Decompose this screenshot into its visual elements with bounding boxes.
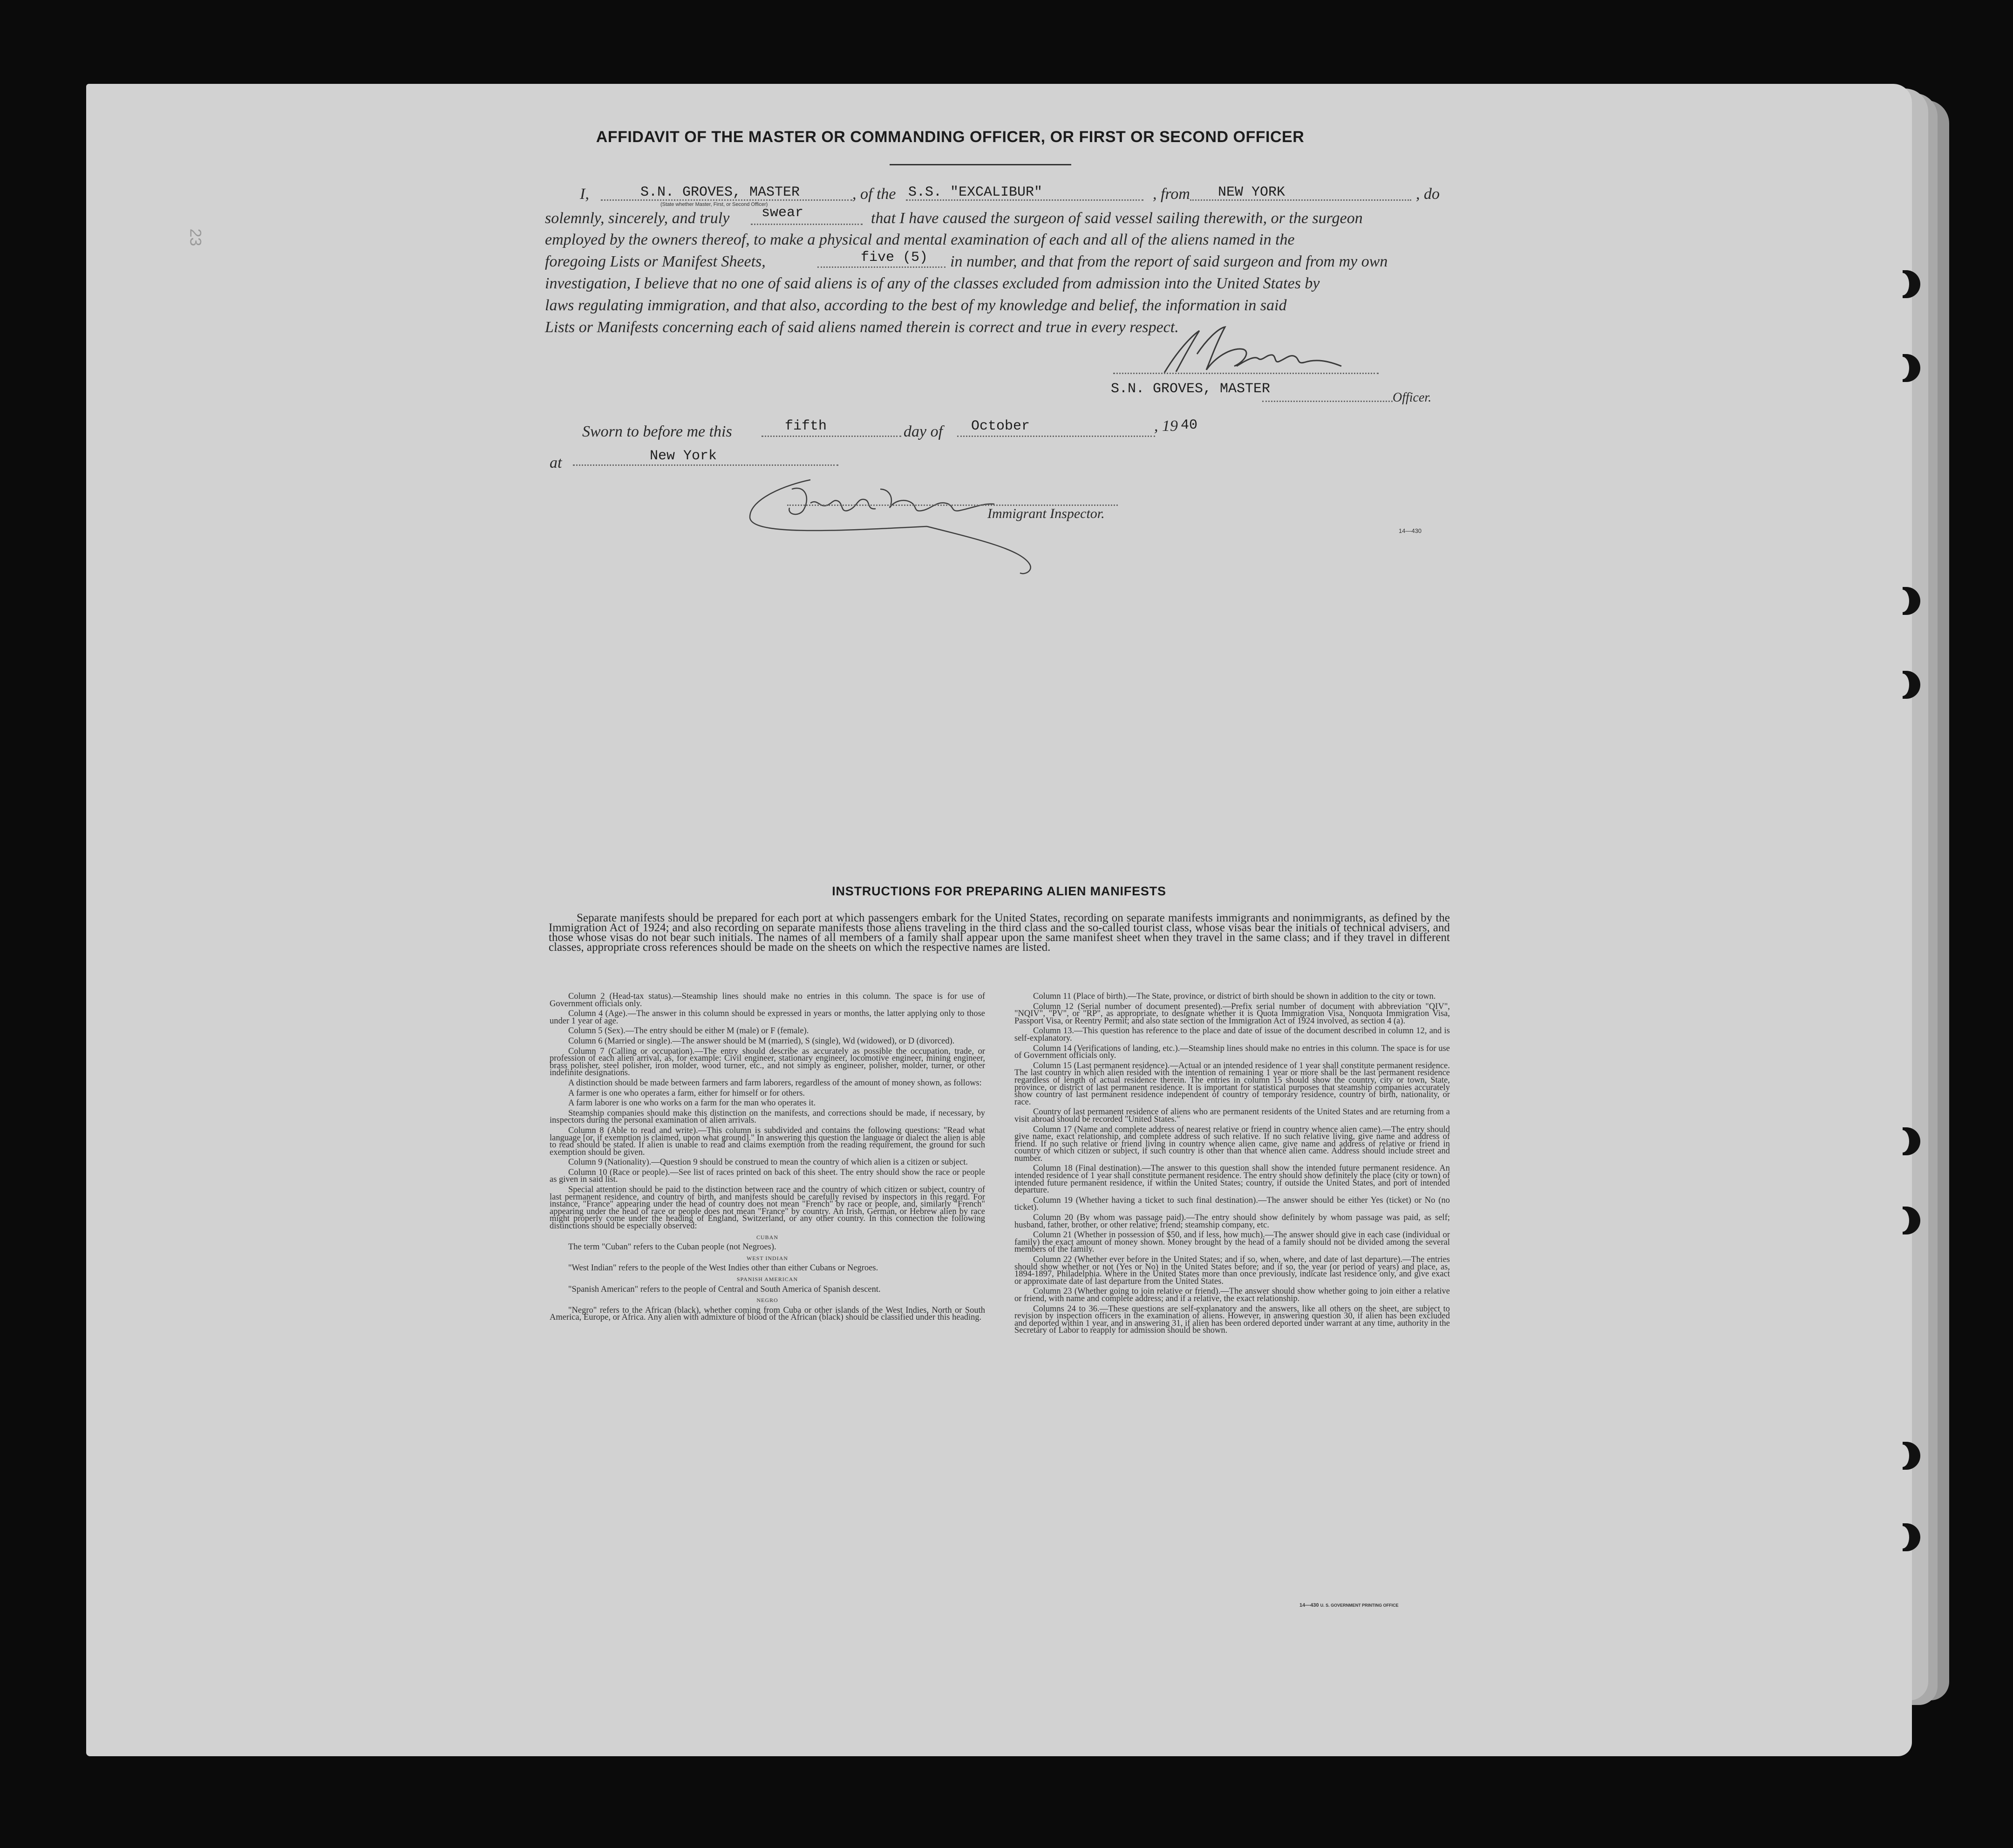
subsection-heading: SPANISH AMERICAN [736, 1276, 798, 1282]
state-note: (State whether Master, First, or Second Officer) [660, 202, 768, 207]
affidavit-title: AFFIDAVIT OF THE MASTER OR COMMANDING OFFICER, OR FIRST OR SECOND OFFICER [596, 128, 1305, 146]
subsection-text: "Negro" refers to the African (black), whether coming from Cuba or other islands of the West Indies, North or South America, Europe, or Africa. Any alien with admixture of blood of the African (black) should be classified under this heading. [550, 1305, 985, 1323]
officer-typed-name: S.N. GROVES, MASTER [1111, 381, 1271, 397]
instruction-paragraph: Column 10 (Race or people).—See list of races printed on back of this sheet. The entry should show the race or people as given in said list. [550, 1167, 985, 1185]
sworn-day-line [762, 436, 901, 437]
instruction-paragraph: Column 22 (Whether ever before in the United States; and if so, when, where, and date of last departure).—The entries should show whether or not (Yes or No) in the United States before; and if so, the year (or period of years) and place, as, 1894-1897, Philadelphia. Where in the United States more than once previously, indicate last residence only, and give exact or approximate date of last departure from the United States. [1014, 1255, 1450, 1286]
sworn-month-line [957, 436, 1155, 437]
instructions-right-column [1014, 993, 1450, 1337]
sheet-count: five (5) [861, 250, 928, 266]
subsection-heading: NEGRO [756, 1297, 778, 1304]
subsection-text: "Spanish American" refers to the people of Central and South America of Spanish descent. [568, 1284, 881, 1294]
affidavit-line-3: employed by the owners thereof, to make a physical and mental examination of each and all of the aliens named in the [545, 231, 1295, 248]
instruction-paragraph: Column 14 (Verifications of landing, etc.).—Steamship lines should make no entries in this column. The space is for use of Government officials only. [1014, 1043, 1450, 1061]
sworn-month: October [971, 418, 1030, 434]
master-name-line [601, 199, 852, 201]
sworn-label: Sworn to before me this [582, 423, 732, 440]
officer-signature [1136, 321, 1351, 377]
departure-port: NEW YORK [1218, 184, 1285, 200]
instruction-paragraph: Columns 24 to 36.—These questions are self-explanatory and the answers, like all others on the sheet, are subject to revision by inspection officers in the examination of aliens. However, in answering question 30, if alien has been excluded and deported within 1 year, and in answering 31, if alien has been ordered deported under warrant at any time, authority in the Secretary of Labor to reapply for admission should be shown. [1014, 1304, 1450, 1336]
sworn-day: fifth [785, 418, 827, 434]
day-of-label: day of [904, 423, 943, 440]
instruction-paragraph: Column 6 (Married or single).—The answer should be M (married), S (single), Wd (widowed), or D (divorced). [568, 1036, 955, 1046]
master-name: S.N. GROVES, MASTER [640, 184, 800, 200]
instruction-paragraph: Column 15 (Last permanent residence).—Actual or an intended residence of 1 year shall constitute permanent residence. The last country in which alien resided with the intention of remaining 1 year or more shall be the last permanent residence regardless of length of actual residence therein. The entries in column 15 should show the country, city or town, State, province, or district of last permanent residence. It is important for statistical purposes that steamship companies accurately show country of last permanent residence independent of country of temporary residence, country of birth, nationality, or race. [1014, 1061, 1450, 1107]
instruction-paragraph: Column 8 (Able to read and write).—This column is subdivided and contains the following questions: "Read what language [or, if exemption is claimed, upon what ground]." In answering this question the language or dialect the alien is able to read should be stated. If alien is unable to read and claims exemption from the reading requirement, the ground for such exemption should be given. [550, 1125, 985, 1157]
sworn-place-line [573, 464, 838, 466]
margin-page-number: 23 [186, 228, 204, 246]
instruction-paragraph: Column 2 (Head-tax status).—Steamship lines should make no entries in this column. The space is for use of Government officials only. [550, 992, 985, 1009]
vessel-name: S.S. "EXCALIBUR" [908, 184, 1043, 200]
instruction-paragraph: A farm laborer is one who works on a farm for the man who operates it. [568, 1098, 816, 1108]
subsection-heading: WEST INDIAN [746, 1255, 789, 1262]
oath-line [751, 224, 863, 225]
title-underline [890, 164, 1071, 165]
footer-form-code: 14—430 U. S. GOVERNMENT PRINTING OFFICE [1299, 1603, 1399, 1608]
instruction-paragraph: Column 13.—This question has reference to the place and date of issue of the document described in column 12, and is self-explanatory. [1014, 1026, 1450, 1043]
instruction-paragraph: Column 9 (Nationality).—Question 9 should be construed to mean the country of which alien is a citizen or subject. [568, 1158, 968, 1167]
instruction-paragraph: Column 18 (Final destination).—The answer to this question shall show the intended future permanent residence. An intended residence of 1 year shall constitute permanent residence. The entry should show definitely the place (city or town) of intended future permanent residence, if within the United States; country, if outside the United States, and port of intended departure. [1014, 1164, 1450, 1195]
instructions-title: INSTRUCTIONS FOR PREPARING ALIEN MANIFESTS [832, 884, 1166, 898]
form-code: 14—430 [1399, 527, 1422, 534]
instruction-paragraph: A farmer is one who operates a farm, either for himself or for others. [568, 1088, 805, 1098]
instruction-paragraph: A distinction should be made between farmers and farm laborers, regardless of the amount of money shown, as follows: [568, 1078, 982, 1088]
word-of-the: , of the [852, 185, 896, 203]
instruction-paragraph: Special attention should be paid to the distinction between race and the country of which citizen or subject, country of last permanent residence, and country of birth, and manifests should be carefully revised by inspectors in this regard. For instance, "France" appearing under the head of country does not mean "French" by race or people, and, similarly "French" appearing under the head of race or people does not mean "France" by country. An Irish, German, or Hebrew alien by race might properly come under the heading of England, Switzerland, or any other country. In this connection the following distinctions should be especially observed: [550, 1185, 985, 1231]
officer-line [1262, 401, 1393, 402]
instruction-paragraph: Column 19 (Whether having a ticket to such final destination).—The answer should be either Yes (ticket) or No (no ticket). [1014, 1195, 1450, 1213]
year-prefix: , 19 [1154, 417, 1178, 435]
instruction-paragraph: Column 23 (Whether going to join relative or friend).—The answer should show whether going to join either a relative or friend, with name and complete address; and if a relative, the exact relationship. [1014, 1287, 1450, 1303]
affidavit-line-4: foregoing Lists or Manifest Sheets, in number, and that from the report of said surgeon and from my own [545, 253, 1388, 270]
at-label: at [550, 454, 562, 471]
subsection-heading: CUBAN [756, 1234, 778, 1241]
instruction-paragraph: Column 21 (Whether in possession of $50, and if less, how much).—The answer should give in each case (individual or family) the exact amount of money shown. Money brought by the head of a family should not be divided among the several members of the family. [1014, 1230, 1450, 1255]
instruction-paragraph: Column 17 (Name and complete address of nearest relative or friend in country whence alien came).—The entry should give name, exact relationship, and complete address of such relative. If no such relative living, give name and address of friend. If no such relative or friend living in country whence alien came, give name and address of relative or friend in country of which citizen or subject, if such country is other than that whence alien came. Address should include street and number. [1014, 1125, 1450, 1163]
instructions-left-column [550, 993, 985, 1324]
instruction-paragraph: Column 20 (By whom was passage paid).—The entry should show definitely by whom passage was paid, as self; husband, father, brother, or other relative; friend; steamship company, etc. [1014, 1213, 1450, 1230]
affidavit-line-5: investigation, I believe that no one of said aliens is of any of the classes excluded from admission into the United States by [545, 275, 1320, 292]
subsection-text: The term "Cuban" refers to the Cuban people (not Negroes). [568, 1242, 776, 1252]
instruction-paragraph: Column 11 (Place of birth).—The State, province, or district of birth should be shown in addition to the city or town. [1033, 992, 1436, 1001]
subsection-text: "West Indian" refers to the people of the West Indies other than either Cubans or Negroes. [568, 1263, 878, 1273]
word-do: , do [1416, 185, 1440, 203]
instructions-intro: Separate manifests should be prepared for each port at which passengers embark for the United States, recording on separate manifests immigrants and nonimmigrants, as defined by the Immigration Act of 1924; and also recording on separate manifests those aliens traveling in the third class and the so-called tourist class, whose visas bear the initials of technical advisers, and those whose visas do not bear such initials. The names of all members of a family shall appear upon the same manifest sheet when they travel in the same class; and if they travel in different classes, appropriate cross references should be made on the sheets on which the respective names are listed. [549, 912, 1450, 954]
instruction-paragraph: Column 12 (Serial number of document presented).—Prefix serial number of document with abbreviation "QIV", "NQIV", "PV", or "RP", as appropriate, to designate whether it is Quota Immigration Visa, Nonquota Immigration Visa, Passport Visa, or Reentry Permit; and also state section of the Immigration Act of 1924 involved, as section 4 (a). [1014, 1002, 1450, 1026]
instruction-paragraph: Column 7 (Calling or occupation).—The entry should describe as accurately as possible the occupation, trade, or profession of each alien arrival, as, for example: Civil engineer, stationary engineer, locomotive engineer, mining engineer, brass polisher, steel polisher, iron molder, wood turner, etc., and not simply as engineer, polisher, molder, turner, or other indefinite designations. [550, 1046, 985, 1078]
affidavit-line-7: Lists or Manifests concerning each of said aliens named therein is correct and true in every respect. [545, 319, 1179, 336]
sheet-count-line [817, 266, 945, 268]
signature-line [1113, 373, 1379, 374]
sworn-year: 40 [1181, 417, 1198, 433]
instruction-paragraph: Column 4 (Age).—The answer in this column should be expressed in years or months, the latter applying only to those under 1 year of age. [550, 1009, 985, 1026]
officer-label: Officer. [1393, 390, 1432, 405]
sworn-place: New York [650, 448, 717, 464]
vessel-line [906, 199, 1143, 201]
oath-word: swear [762, 205, 804, 221]
instruction-paragraph: Column 5 (Sex).—The entry should be either M (male) or F (female). [568, 1026, 809, 1036]
instruction-paragraph: Steamship companies should make this distinction on the manifests, and corrections should be made, if necessary, by inspectors during the personal examination of alien arrivals. [550, 1108, 985, 1125]
word-i: I, [580, 185, 589, 203]
inspector-signature [741, 471, 1095, 578]
instruction-paragraph: Country of last permanent residence of aliens who are permanent residents of the United States and are returning from a visit abroad should be recorded "United States." [1014, 1107, 1450, 1124]
port-line [1190, 199, 1411, 201]
inspector-label: Immigrant Inspector. [987, 506, 1105, 521]
affidavit-line-2: solemnly, sincerely, and truly that I have caused the surgeon of said vessel sailing therewith, or the surgeon [545, 210, 1363, 227]
affidavit-line-6: laws regulating immigration, and that also, according to the best of my knowledge and belief, the information in said [545, 297, 1287, 314]
word-from: , from [1153, 185, 1190, 203]
